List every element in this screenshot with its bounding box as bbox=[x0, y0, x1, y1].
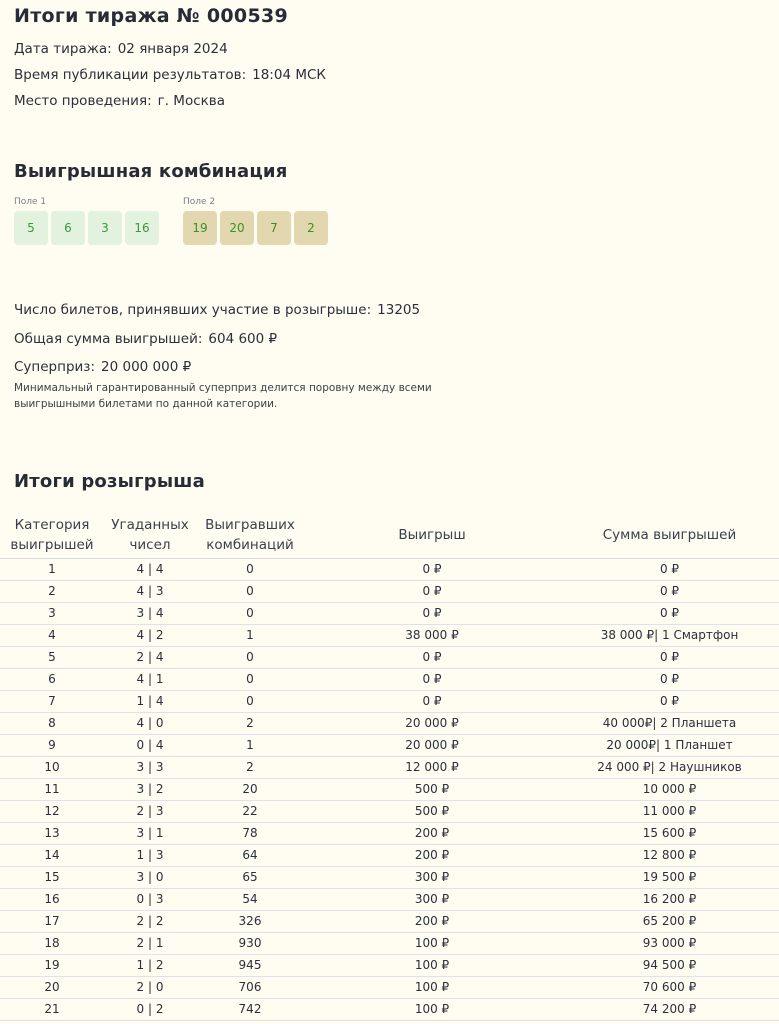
cell-prize: 0 ₽ bbox=[304, 646, 560, 668]
cell-category: 3 bbox=[0, 602, 104, 624]
cell-prize: 200 ₽ bbox=[304, 822, 560, 844]
table-row bbox=[0, 778, 779, 800]
cell-prize: 0 ₽ bbox=[304, 602, 560, 624]
superprize-value: 20 000 000 ₽ bbox=[101, 359, 192, 375]
cell-winning-combinations: 1 bbox=[196, 734, 304, 756]
ball: 5 bbox=[14, 211, 48, 245]
cell-winning-combinations: 0 bbox=[196, 580, 304, 602]
cell-total: 10 000 ₽ bbox=[560, 778, 779, 800]
cell-guessed: 1 | 2 bbox=[104, 954, 196, 976]
cell-total: 11 000 ₽ bbox=[560, 800, 779, 822]
table-row bbox=[0, 954, 779, 976]
cell-winning-combinations: 0 bbox=[196, 690, 304, 712]
cell-prize: 0 ₽ bbox=[304, 668, 560, 690]
ball: 7 bbox=[257, 211, 291, 245]
cell-prize: 100 ₽ bbox=[304, 932, 560, 954]
cell-total: 24 000 ₽| 2 Наушников bbox=[560, 756, 779, 778]
cell-prize: 200 ₽ bbox=[304, 844, 560, 866]
cell-winning-combinations: 78 bbox=[196, 822, 304, 844]
total-winnings bbox=[14, 331, 277, 347]
table-row bbox=[0, 822, 779, 844]
cell-guessed: 3 | 2 bbox=[104, 778, 196, 800]
cell-category: 7 bbox=[0, 690, 104, 712]
cell-guessed: 4 | 1 bbox=[104, 668, 196, 690]
publish-time-value: 18:04 МСК bbox=[252, 67, 326, 83]
cell-total: 20 000₽| 1 Планшет bbox=[560, 734, 779, 756]
cell-winning-combinations: 64 bbox=[196, 844, 304, 866]
cell-guessed: 2 | 0 bbox=[104, 976, 196, 998]
table-row bbox=[0, 844, 779, 866]
table-row bbox=[0, 800, 779, 822]
cell-winning-combinations: 945 bbox=[196, 954, 304, 976]
cell-guessed: 2 | 1 bbox=[104, 932, 196, 954]
cell-prize: 12 000 ₽ bbox=[304, 756, 560, 778]
cell-guessed: 3 | 3 bbox=[104, 756, 196, 778]
column-header-category: Категория выигрышей bbox=[0, 512, 104, 558]
cell-total: 70 600 ₽ bbox=[560, 976, 779, 998]
field2-label: Поле 2 bbox=[183, 197, 216, 207]
cell-category: 1 bbox=[0, 558, 104, 580]
cell-guessed: 2 | 3 bbox=[104, 800, 196, 822]
cell-winning-combinations: 326 bbox=[196, 910, 304, 932]
page-title: Итоги тиража № 000539 bbox=[14, 5, 289, 27]
ball: 2 bbox=[294, 211, 328, 245]
cell-category: 16 bbox=[0, 888, 104, 910]
cell-winning-combinations: 20 bbox=[196, 778, 304, 800]
cell-total: 0 ₽ bbox=[560, 580, 779, 602]
cell-category: 12 bbox=[0, 800, 104, 822]
cell-prize: 0 ₽ bbox=[304, 690, 560, 712]
cell-guessed: 0 | 3 bbox=[104, 888, 196, 910]
cell-prize: 0 ₽ bbox=[304, 580, 560, 602]
cell-category: 14 bbox=[0, 844, 104, 866]
cell-prize: 300 ₽ bbox=[304, 888, 560, 910]
cell-guessed: 0 | 2 bbox=[104, 998, 196, 1020]
draw-place-value: г. Москва bbox=[157, 93, 226, 109]
total-winnings-value: 604 600 ₽ bbox=[208, 331, 278, 347]
cell-guessed: 3 | 1 bbox=[104, 822, 196, 844]
cell-total: 0 ₽ bbox=[560, 558, 779, 580]
total-winnings-label: Общая сумма выигрышей: bbox=[14, 331, 203, 347]
cell-prize: 100 ₽ bbox=[304, 954, 560, 976]
cell-category: 20 bbox=[0, 976, 104, 998]
cell-winning-combinations: 0 bbox=[196, 558, 304, 580]
cell-category: 15 bbox=[0, 866, 104, 888]
cell-total: 0 ₽ bbox=[560, 668, 779, 690]
publish-time-label: Время публикации результатов: bbox=[14, 67, 247, 83]
column-header-guessed: Угаданных чисел bbox=[104, 512, 196, 558]
cell-winning-combinations: 2 bbox=[196, 712, 304, 734]
cell-category: 17 bbox=[0, 910, 104, 932]
cell-winning-combinations: 22 bbox=[196, 800, 304, 822]
cell-total: 94 500 ₽ bbox=[560, 954, 779, 976]
cell-prize: 500 ₽ bbox=[304, 800, 560, 822]
cell-total: 38 000 ₽| 1 Смартфон bbox=[560, 624, 779, 646]
column-header-prize: Выигрыш bbox=[304, 512, 560, 558]
cell-winning-combinations: 706 bbox=[196, 976, 304, 998]
cell-category: 5 bbox=[0, 646, 104, 668]
table-row bbox=[0, 998, 779, 1020]
field1-label: Поле 1 bbox=[14, 197, 47, 207]
cell-guessed: 4 | 4 bbox=[104, 558, 196, 580]
cell-category: 4 bbox=[0, 624, 104, 646]
superprize-note: Минимальный гарантированный суперприз делится поровну между всеми выигрышными билетами по данной категории. bbox=[14, 382, 432, 410]
cell-category: 21 bbox=[0, 998, 104, 1020]
cell-total: 93 000 ₽ bbox=[560, 932, 779, 954]
cell-category: 10 bbox=[0, 756, 104, 778]
cell-guessed: 2 | 4 bbox=[104, 646, 196, 668]
table-row bbox=[0, 712, 779, 734]
cell-prize: 100 ₽ bbox=[304, 976, 560, 998]
cell-winning-combinations: 65 bbox=[196, 866, 304, 888]
ball: 16 bbox=[125, 211, 159, 245]
cell-winning-combinations: 0 bbox=[196, 646, 304, 668]
ball: 19 bbox=[183, 211, 217, 245]
table-row bbox=[0, 734, 779, 756]
results-body bbox=[0, 558, 779, 1020]
cell-guessed: 0 | 4 bbox=[104, 734, 196, 756]
results-table bbox=[0, 512, 779, 1021]
field2-balls bbox=[183, 211, 328, 245]
superprize bbox=[14, 359, 191, 375]
cell-category: 6 bbox=[0, 668, 104, 690]
cell-total: 0 ₽ bbox=[560, 690, 779, 712]
cell-prize: 300 ₽ bbox=[304, 866, 560, 888]
table-row bbox=[0, 756, 779, 778]
draw-date bbox=[14, 41, 228, 57]
cell-prize: 0 ₽ bbox=[304, 558, 560, 580]
superprize-label: Суперприз: bbox=[14, 359, 96, 375]
cell-category: 13 bbox=[0, 822, 104, 844]
draw-date-value: 02 января 2024 bbox=[117, 41, 228, 57]
cell-prize: 500 ₽ bbox=[304, 778, 560, 800]
cell-winning-combinations: 930 bbox=[196, 932, 304, 954]
cell-total: 19 500 ₽ bbox=[560, 866, 779, 888]
cell-total: 74 200 ₽ bbox=[560, 998, 779, 1020]
column-header-total: Сумма выигрышей bbox=[560, 512, 779, 558]
ball: 3 bbox=[88, 211, 122, 245]
tickets-count bbox=[14, 302, 420, 318]
cell-winning-combinations: 0 bbox=[196, 602, 304, 624]
cell-prize: 200 ₽ bbox=[304, 910, 560, 932]
tickets-count-label: Число билетов, принявших участие в розыгрыше: bbox=[14, 302, 372, 318]
cell-category: 11 bbox=[0, 778, 104, 800]
cell-guessed: 4 | 0 bbox=[104, 712, 196, 734]
table-row bbox=[0, 580, 779, 602]
draw-date-label: Дата тиража: bbox=[14, 41, 112, 57]
table-row bbox=[0, 668, 779, 690]
ball: 20 bbox=[220, 211, 254, 245]
cell-total: 15 600 ₽ bbox=[560, 822, 779, 844]
cell-total: 16 200 ₽ bbox=[560, 888, 779, 910]
cell-category: 8 bbox=[0, 712, 104, 734]
cell-total: 0 ₽ bbox=[560, 646, 779, 668]
cell-winning-combinations: 0 bbox=[196, 668, 304, 690]
publish-time bbox=[14, 67, 326, 83]
cell-total: 40 000₽| 2 Планшета bbox=[560, 712, 779, 734]
table-row bbox=[0, 932, 779, 954]
cell-total: 12 800 ₽ bbox=[560, 844, 779, 866]
table-row bbox=[0, 558, 779, 580]
cell-winning-combinations: 742 bbox=[196, 998, 304, 1020]
cell-guessed: 1 | 3 bbox=[104, 844, 196, 866]
cell-guessed: 1 | 4 bbox=[104, 690, 196, 712]
cell-prize: 38 000 ₽ bbox=[304, 624, 560, 646]
draw-place-label: Место проведения: bbox=[14, 93, 152, 109]
cell-total: 0 ₽ bbox=[560, 602, 779, 624]
cell-guessed: 4 | 3 bbox=[104, 580, 196, 602]
cell-total: 65 200 ₽ bbox=[560, 910, 779, 932]
cell-prize: 20 000 ₽ bbox=[304, 734, 560, 756]
cell-guessed: 4 | 2 bbox=[104, 624, 196, 646]
column-header-winning-combinations: Выигравших комбинаций bbox=[196, 512, 304, 558]
cell-guessed: 2 | 2 bbox=[104, 910, 196, 932]
results-header-row bbox=[0, 512, 779, 558]
table-row bbox=[0, 646, 779, 668]
cell-winning-combinations: 1 bbox=[196, 624, 304, 646]
table-row bbox=[0, 976, 779, 998]
cell-winning-combinations: 54 bbox=[196, 888, 304, 910]
cell-prize: 20 000 ₽ bbox=[304, 712, 560, 734]
cell-category: 2 bbox=[0, 580, 104, 602]
cell-category: 19 bbox=[0, 954, 104, 976]
table-row bbox=[0, 602, 779, 624]
table-row bbox=[0, 866, 779, 888]
combination-title: Выигрышная комбинация bbox=[14, 161, 288, 182]
table-row bbox=[0, 910, 779, 932]
ball: 6 bbox=[51, 211, 85, 245]
table-row bbox=[0, 888, 779, 910]
cell-guessed: 3 | 4 bbox=[104, 602, 196, 624]
table-row bbox=[0, 690, 779, 712]
draw-place bbox=[14, 93, 225, 109]
results-title: Итоги розыгрыша bbox=[14, 471, 205, 492]
table-row bbox=[0, 624, 779, 646]
cell-guessed: 3 | 0 bbox=[104, 866, 196, 888]
field1-balls bbox=[14, 211, 159, 245]
cell-prize: 100 ₽ bbox=[304, 998, 560, 1020]
cell-category: 9 bbox=[0, 734, 104, 756]
cell-category: 18 bbox=[0, 932, 104, 954]
cell-winning-combinations: 2 bbox=[196, 756, 304, 778]
tickets-count-value: 13205 bbox=[377, 302, 421, 318]
